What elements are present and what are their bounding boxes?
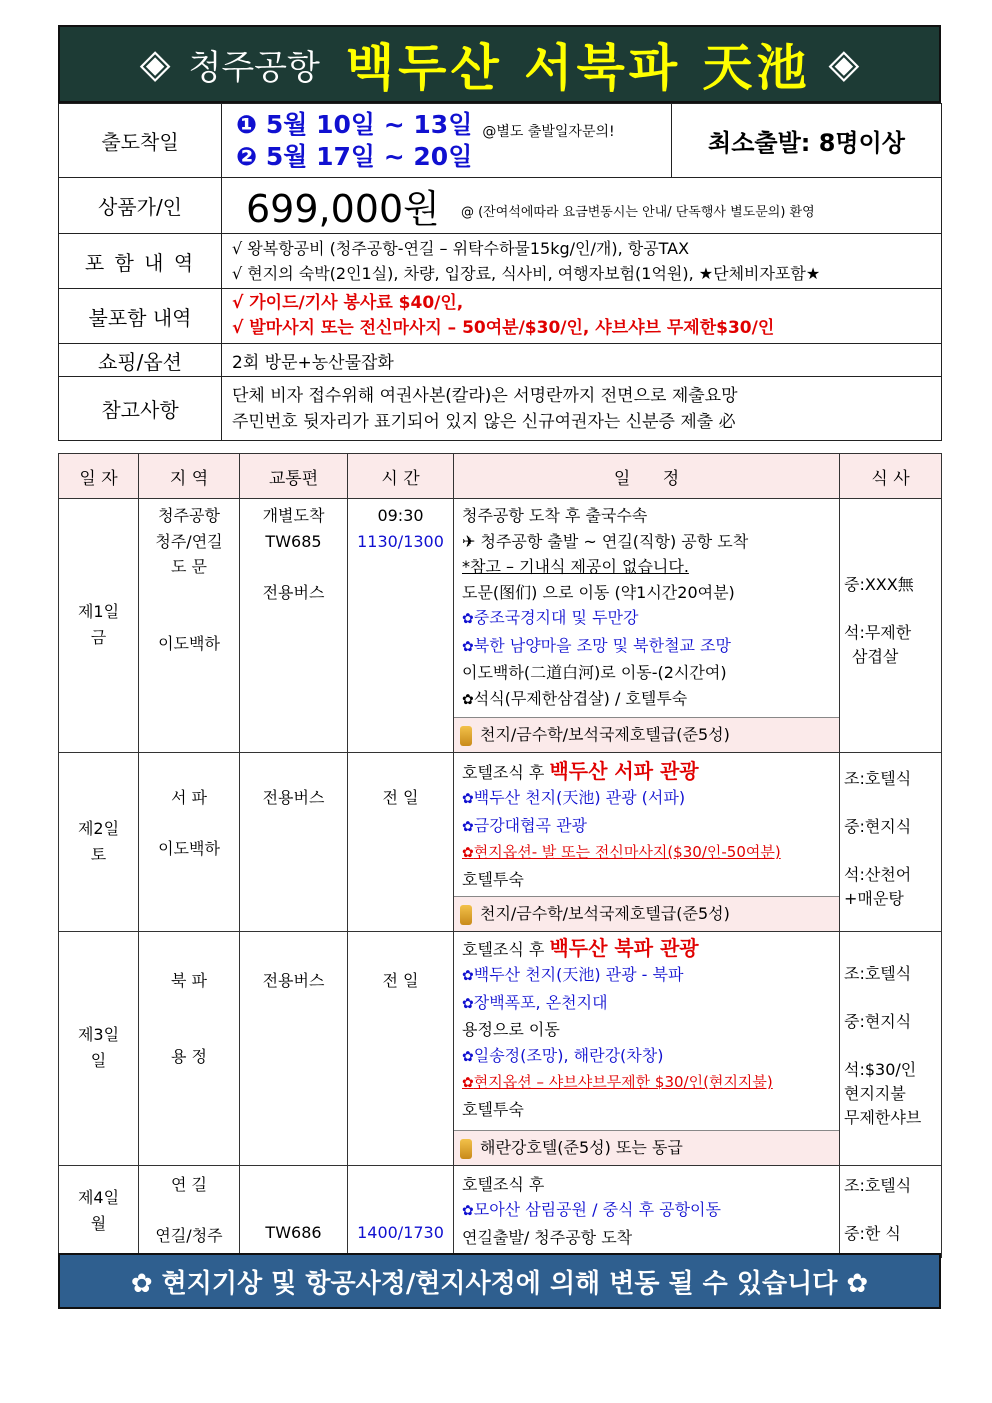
flower-icon: ✿ [462, 691, 474, 708]
header-time: 시 간 [348, 454, 454, 499]
title-banner [58, 25, 941, 103]
departure-row [59, 104, 942, 178]
shopping-value: 2회 방문+농산물잡화 [222, 344, 942, 377]
meal-text: 석:산천어 [844, 864, 912, 884]
day-4-cell [59, 1165, 139, 1257]
day-1-transport [240, 499, 348, 753]
region-text: 연길/청주 [155, 1225, 223, 1245]
itinerary-line: 도문(图们) 으로 이동 (약1시간20여분) [462, 582, 735, 602]
day-3-time: 전 일 [348, 931, 454, 1165]
itinerary-line: 호텔조식 후 [462, 762, 550, 782]
day-row-1 [59, 499, 942, 753]
luggage-icon [460, 726, 472, 746]
itinerary-line: 장백폭포, 온천지대 [473, 992, 608, 1012]
day-1-cell [59, 499, 139, 753]
day-3-region [139, 931, 240, 1165]
itinerary-line: 호텔투숙 [462, 1099, 524, 1119]
region-text: 이도백하 [158, 633, 220, 653]
day-4-meal [840, 1165, 942, 1257]
meal-text: 조:호텔식 [844, 1175, 912, 1195]
min-departure: 최소출발: 8명이상 [672, 104, 942, 178]
day-2-cell [59, 752, 139, 931]
region-text: 청주/연길 [155, 531, 223, 551]
flower-icon: ✿ [462, 1048, 474, 1065]
itinerary-highlight: 백두산 북파 관광 [549, 935, 699, 960]
itinerary-line: 백두산 천지(天池) 관광 - 북파 [473, 965, 684, 984]
day-2-label: 제2일 [77, 818, 120, 838]
hotel-name: 천지/금수학/보석국제호텔급(준5성) [480, 904, 730, 923]
info-table [58, 103, 942, 441]
day-1-meal [840, 499, 942, 753]
region-text: 서 파 [171, 787, 207, 807]
departure-date-1: ❶ 5월 10일 ~ 13일 [236, 109, 473, 139]
itinerary-line: 중조국경지대 및 두만강 [473, 608, 639, 627]
itinerary-line: 금강대협곡 관광 [473, 815, 588, 835]
banner-subtitle: 청주공항 [188, 47, 320, 88]
day-1-region [139, 499, 240, 753]
itinerary-line: 이도백하(二道白河)로 이동-(2시간여) [462, 663, 727, 682]
note-line-2: 주민번호 뒷자리가 표기되어 있지 않은 신규여권자는 신분증 제출 必 [232, 411, 736, 432]
itinerary-line: 현지옵션- 발 또는 전신마사지($30/인-50여분) [473, 843, 781, 861]
include-row [59, 234, 942, 289]
region-text: 용 정 [171, 1047, 207, 1066]
meal-text: 조:호텔식 [844, 768, 912, 788]
day-1-label: 제1일 [77, 602, 120, 622]
price-label: 상품가/인 [59, 178, 222, 234]
region-text: 도 문 [171, 557, 207, 576]
meal-text: 삼겹살 [852, 647, 899, 666]
day-1-time [348, 499, 454, 753]
day-4-label: 제4일 [77, 1188, 120, 1207]
transport-text: 전용버스 [262, 582, 325, 602]
day-row-3 [59, 931, 942, 1165]
flower-icon: ✿ [462, 845, 474, 861]
header-day: 일 자 [59, 454, 139, 499]
flower-icon: ✿ [462, 638, 474, 655]
flower-icon: ✿ [462, 791, 474, 807]
meal-text: 중:현지식 [844, 1011, 912, 1031]
day-1-itinerary [454, 499, 840, 753]
flower-icon: ✿ [462, 611, 474, 627]
itinerary-line: 용정으로 이동 [462, 1020, 560, 1039]
flower-icon: ✿ [462, 995, 474, 1012]
price-note: @ (잔여석에따라 요금변동시는 안내/ 단독행사 별도문의) 환영 [460, 205, 815, 220]
day-2-dow: 토 [90, 844, 107, 864]
luggage-icon [460, 905, 472, 925]
flower-icon: ✿ [462, 1203, 474, 1219]
hotel-bar [454, 896, 839, 931]
shopping-label: 쇼핑/옵션 [59, 344, 222, 377]
hotel-name: 해란강호텔(준5성) 또는 동급 [480, 1138, 683, 1157]
include-label: 포 함 내 역 [59, 234, 222, 289]
shopping-row [59, 344, 942, 377]
diamond-left-icon: ◈ [139, 41, 171, 87]
region-text: 청주공항 [158, 506, 220, 525]
meal-text: 무제한샤브 [844, 1107, 922, 1127]
exclude-item-2: √ 발마사지 또는 전신마사지 – 50여분/$30/인, 샤브샤브 무제한$30/인 [232, 318, 775, 338]
banner-title: 백두산 서북파 天池 [345, 39, 811, 97]
footer-notice: ✿ 현지기상 및 항공사정/현지사정에 의해 변동 될 수 있습니다 ✿ [58, 1253, 941, 1309]
day-4-time: 1400/1730 [348, 1165, 454, 1257]
day-4-transport: TW686 [240, 1165, 348, 1257]
header-transport: 교통편 [240, 454, 348, 499]
itinerary-line: 호텔조식 후 [462, 939, 550, 959]
day-3-cell [59, 931, 139, 1165]
hotel-bar [454, 717, 839, 752]
itinerary-line: 청주공항 도착 후 출국수속 [462, 506, 648, 525]
itinerary-line: 연길출발/ 청주공항 도착 [462, 1227, 633, 1247]
transport-text: 개별도착 [262, 506, 325, 525]
itinerary-line: ✈ 청주공항 출발 ~ 연길(직항) 공항 도착 [462, 531, 749, 551]
luggage-icon [460, 1139, 472, 1159]
day-2-meal [840, 752, 942, 931]
day-3-label: 제3일 [77, 1025, 120, 1044]
meal-text: 현지지불 [844, 1083, 906, 1103]
day-2-itinerary [454, 752, 840, 931]
itinerary-line: 호텔조식 후 [462, 1174, 545, 1194]
itinerary-highlight: 백두산 서파 관광 [549, 758, 699, 783]
exclude-label: 불포함 내역 [59, 289, 222, 344]
schedule-table [58, 453, 942, 1258]
meal-text: 조:호텔식 [844, 963, 912, 983]
transport-text: TW685 [265, 531, 322, 551]
itinerary-line: 석식(무제한삼겹살) / 호텔투숙 [473, 688, 688, 708]
note-line-1: 단체 비자 접수위해 여권사본(칼라)은 서명란까지 전면으로 제출요망 [232, 385, 738, 406]
itinerary-line: *참고 – 기내식 제공이 없습니다. [462, 557, 689, 576]
price-row [59, 178, 942, 234]
day-4-itinerary [454, 1165, 840, 1257]
day-1-dow: 금 [90, 628, 107, 648]
time-text: 09:30 [377, 506, 424, 525]
exclude-item-1: √ 가이드/기사 봉사료 $40/인, [232, 293, 464, 313]
note-row [59, 377, 942, 441]
itinerary-line: 백두산 천지(天池) 관광 (서파) [473, 788, 686, 807]
flower-icon: ✿ [462, 968, 474, 984]
header-meal: 식 사 [840, 454, 942, 499]
header-itinerary: 일 정 [454, 454, 840, 499]
day-2-region [139, 752, 240, 931]
meal-text: 중:한 식 [844, 1223, 901, 1243]
day-3-dow: 일 [90, 1051, 107, 1070]
hotel-bar [454, 1130, 839, 1165]
include-item-1: √ 왕복항공비 (청주공항-연길 – 위탁수하물15kg/인/개), 항공TAX [232, 239, 690, 258]
itinerary-line: 북한 남양마을 조망 및 북한철교 조망 [473, 635, 732, 655]
meal-text: 석:무제한 [844, 623, 912, 642]
day-3-itinerary [454, 931, 840, 1165]
itinerary-line: 호텔투숙 [462, 869, 524, 889]
day-3-meal [840, 931, 942, 1165]
time-text: 1130/1300 [357, 531, 444, 551]
itinerary-line: 현지옵션 – 샤브샤브무제한 $30/인(현지지불) [473, 1073, 773, 1091]
flower-icon: ✿ [462, 818, 474, 835]
meal-text: 중:XXX無 [844, 575, 914, 594]
day-4-region [139, 1165, 240, 1257]
meal-text: +매운탕 [844, 888, 904, 908]
diamond-right-icon: ◈ [828, 41, 860, 87]
departure-date-note: @별도 출발일자문의! [482, 123, 615, 140]
region-text: 연 길 [171, 1174, 207, 1194]
price-value: 699,000원 [246, 187, 440, 231]
note-label: 참고사항 [59, 377, 222, 441]
day-row-2 [59, 752, 942, 931]
include-item-2: √ 현지의 숙박(2인1실), 차량, 입장료, 식사비, 여행자보험(1억원), ★단체비자포함★ [232, 264, 821, 283]
region-text: 북 파 [171, 970, 207, 990]
day-4-dow: 월 [90, 1214, 107, 1233]
day-row-4 [59, 1165, 942, 1257]
day-2-time: 전 일 [348, 752, 454, 931]
meal-text: 석:$30/인 [844, 1059, 917, 1079]
departure-date-2: ❷ 5월 17일 ~ 20일 [236, 141, 473, 171]
exclude-row [59, 289, 942, 344]
region-text: 이도백하 [158, 838, 220, 858]
hotel-name: 천지/금수학/보석국제호텔급(준5성) [480, 725, 730, 744]
schedule-header-row [59, 454, 942, 499]
day-2-transport: 전용버스 [240, 752, 348, 931]
meal-text: 중:현지식 [844, 816, 912, 836]
day-3-transport: 전용버스 [240, 931, 348, 1165]
header-region: 지 역 [139, 454, 240, 499]
itinerary-line: 일송정(조망), 해란강(차창) [473, 1045, 664, 1065]
itinerary-line: 모아산 삼림공원 / 중식 후 공항이동 [473, 1200, 721, 1219]
departure-label: 출도착일 [59, 104, 222, 178]
flower-icon: ✿ [462, 1075, 474, 1091]
